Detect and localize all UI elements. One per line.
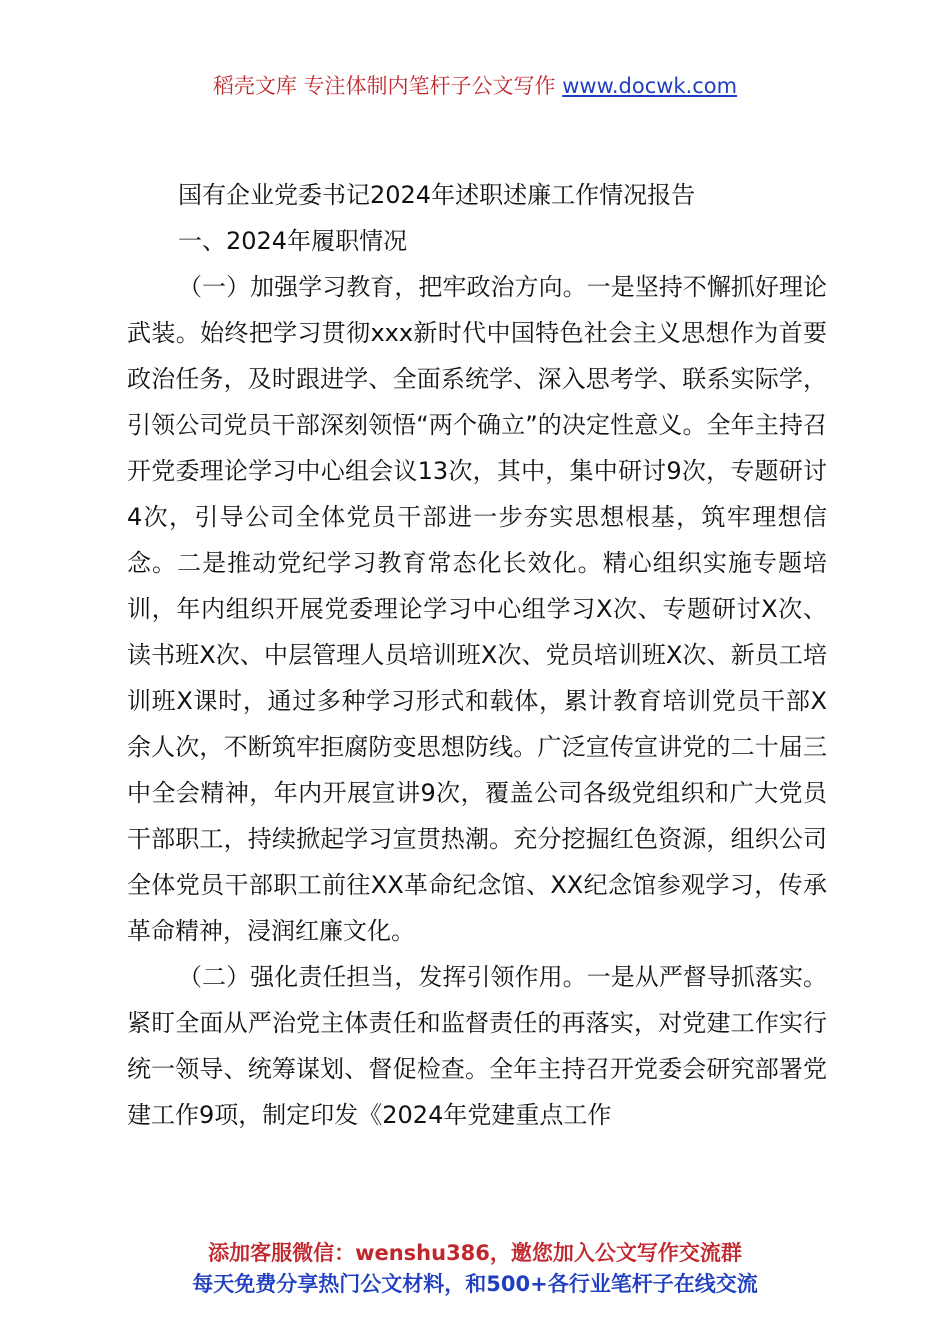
section-heading: 一、2024年履职情况 — [178, 227, 408, 255]
paragraph-2: （二）强化责任担当，发挥引领作用。一是从严督导抓落实。紧盯全面从严治党主体责任和监督责任的再落实，对党建工作实行统一领导、统筹谋划、督促检查。全年主持召开党委会研究部署党建工作9项，制定印发《2024年党建重点工作 — [127, 963, 827, 1129]
site-link[interactable]: www.docwk.com — [562, 74, 738, 98]
footer-line-2: 每天免费分享热门公文材料，和500+各行业笔杆子在线交流 — [192, 1272, 758, 1296]
site-header — [0, 70, 950, 100]
paragraph-1: （一）加强学习教育，把牢政治方向。一是坚持不懈抓好理论武装。始终把学习贯彻xxx新时代中国特色社会主义思想作为首要政治任务，及时跟进学、全面系统学、深入思考学、联系实际学，引领公司党员干部深刻领悟“两个确立”的决定性意义。全年主持召开党委理论学习中心组会议13次，其中，集中研讨9次，专题研讨4次，引导公司全体党员干部进一步夯实思想根基，筑牢理想信念。二是推动党纪学习教育常态化长效化。精心组织实施专题培训，年内组织开展党委理论学习中心组学习X次、专题研讨X次、读书班X次、中层管理人员培训班X次、党员培训班X次、新员工培训班X课时，通过多种学习形式和载体，累计教育培训党员干部X余人次，不断筑牢拒腐防变思想防线。广泛宣传宣讲党的二十届三中全会精神，年内开展宣讲9次，覆盖公司各级党组织和广大党员干部职工，持续掀起学习宣贯热潮。充分挖掘红色资源，组织公司全体党员干部职工前往XX革命纪念馆、XX纪念馆参观学习，传承革命精神，浸润红廉文化。 — [127, 273, 827, 945]
document-body — [127, 172, 827, 1138]
document-title: 国有企业党委书记2024年述职述廉工作情况报告 — [178, 181, 696, 209]
footer-line-1: 添加客服微信：wenshu386，邀您加入公文写作交流群 — [208, 1241, 742, 1265]
promo-footer — [0, 1238, 950, 1300]
brand-text: 稻壳文库 专注体制内笔杆子公文写作 — [212, 74, 556, 98]
